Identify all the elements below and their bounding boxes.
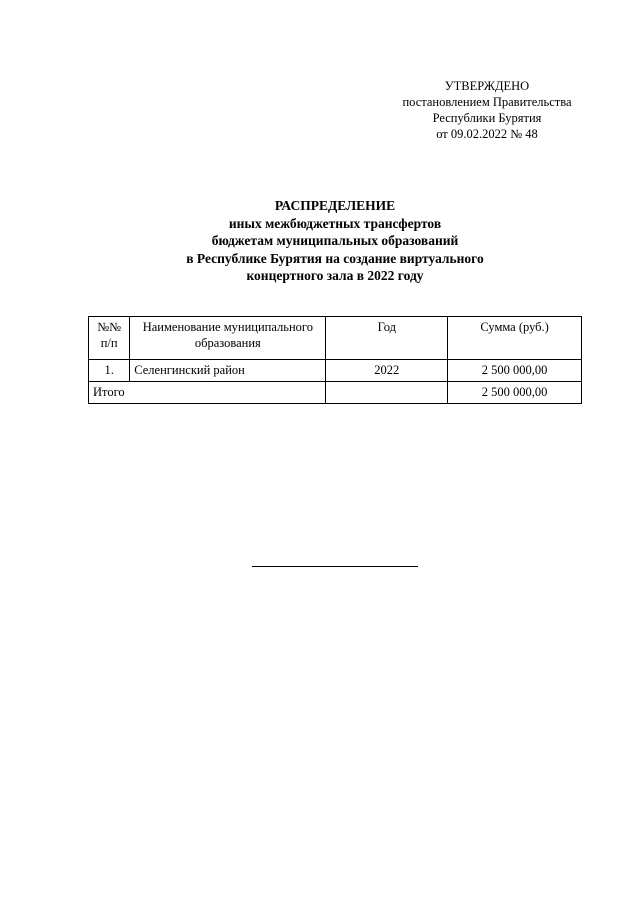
- table-row: [89, 360, 582, 382]
- approval-block: [380, 78, 594, 142]
- title-line-1: РАСПРЕДЕЛЕНИЕ: [274, 198, 396, 213]
- title-line-3: бюджетам муниципальных образований: [211, 233, 459, 248]
- title-line-4: в Республике Бурятия на создание виртуального: [186, 250, 484, 266]
- total-label: Итого: [89, 382, 326, 404]
- total-row: [89, 382, 582, 404]
- total-sum: 2 500 000,00: [448, 382, 582, 404]
- approval-heading: УТВЕРЖДЕНО: [444, 79, 530, 93]
- distribution-table: [88, 316, 582, 404]
- table-header-row: [89, 317, 582, 360]
- document-title: [100, 197, 570, 285]
- header-municipality: Наименование муниципального образования: [130, 317, 326, 360]
- approval-line-date: от 09.02.2022 № 48: [436, 127, 538, 141]
- approval-line-resolution: постановлением Правительства: [402, 95, 572, 109]
- row-sum: 2 500 000,00: [448, 360, 582, 382]
- row-municipality: Селенгинский район: [130, 360, 326, 382]
- title-line-2: иных межбюджетных трансфертов: [228, 215, 442, 231]
- approval-line-republic: Республики Бурятия: [432, 111, 542, 125]
- header-year: Год: [326, 317, 448, 360]
- title-line-5: концертного зала в 2022 году: [246, 268, 424, 283]
- row-year: 2022: [326, 360, 448, 382]
- closing-divider-line: [252, 566, 418, 567]
- header-number: №№ п/п: [89, 317, 130, 360]
- row-number: 1.: [89, 360, 130, 382]
- total-year: [326, 382, 448, 404]
- header-sum: Сумма (руб.): [448, 317, 582, 360]
